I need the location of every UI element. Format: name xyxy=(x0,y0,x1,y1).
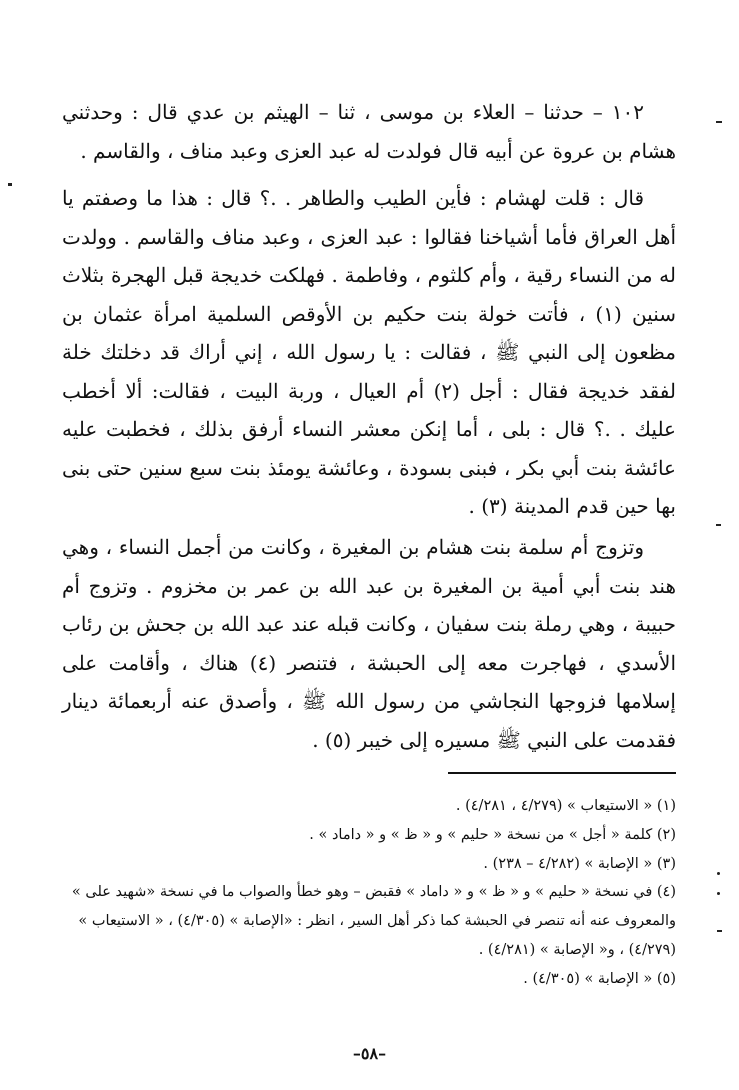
footnote-4: (٤) في نسخة « حليم » و « ظ » و « داماد » فقبض – وهو خطأ والصواب ما في نسخة «شهيد على » والمعروف عنه أنه تنصر في الحبشة كما ذكر أهل السير ، انظر : «الإصابة » (٤/٣٠٥) ، « الاستيعاب » (٤/٢٧٩) ، و« الإصابة » (٤/٢٨١) . xyxy=(71,884,676,958)
narration-paragraph: قال : قلت لهشام : فأين الطيب والطاهر . .؟ قال : هذا ما وصفتم يا أهل العراق فأما أشياخنا فقالوا : عبد العزى ، وعبد مناف والقاسم . وولدت له من النساء رقية ، وأم كلثوم ، وفاطمة . فهلكت خديجة قبل الهجرة بثلاث سنين (١) ، فأتت خولة بنت حكيم بن الأوقص السلمية امرأة عثمان بن مظعون إلى النبي ﷺ ، فقالت : يا رسول الله ، إني أراك قد دخلتك خلة لفقد خديجة فقال : أجل (٢) أم العيال ، وربة البيت ، فقالت: ألا أخطب عليك . .؟ قال : بلى ، أما إنكن معشر النساء أرفق بذلك ، فخطبت عليه عائشة بنت أبي بكر ، فبنى بسودة ، وعائشة يومئذ بنت سبع سنين حتى بنى بها حين قدم المدينة (٣) . xyxy=(62,186,676,518)
main-text-block-2 xyxy=(62,179,676,526)
scan-mark xyxy=(717,872,720,875)
footnotes-section xyxy=(62,792,676,994)
scan-mark xyxy=(716,121,722,123)
footnote-2: (٢) كلمة « أجل » من نسخة « حليم » و « ظ » و « داماد » . xyxy=(309,826,676,843)
marriage-paragraph: وتزوج أم سلمة بنت هشام بن المغيرة ، وكانت من أجمل النساء ، وهي هند بنت أبي أمية بن المغيرة بن عبد الله بن عمر بن مخزوم . وتزوج أم حبيبة ، وهي رملة بنت سفيان ، وكانت قبله عند عبد الله بن جحش بن رئاب الأسدي ، فهاجرت معه إلى الحبشة ، فتنصر (٤) هناك ، وأقامت على إسلامها فزوجها النجاشي من رسول الله ﷺ ، وأصدق عنه أربعمائة دينار فقدمت على النبي ﷺ مسيره إلى خيبر (٥) . xyxy=(62,535,676,752)
scan-mark xyxy=(716,524,721,526)
scan-mark xyxy=(717,892,720,895)
main-text-block-1 xyxy=(62,93,676,170)
scan-mark xyxy=(717,930,722,932)
footnote-5: (٥) « الإصابة » (٤/٣٠٥) . xyxy=(523,970,676,987)
page-number: –٥٨– xyxy=(352,1044,387,1063)
scan-mark xyxy=(8,183,12,186)
footnote-1: (١) « الاستيعاب » (٤/٢٧٩ ، ٤/٢٨١) . xyxy=(455,798,676,814)
main-text-block-3 xyxy=(62,528,676,759)
footnote-3: (٣) « الإصابة » (٤/٢٨٢ – ٢٣٨) . xyxy=(483,855,676,872)
hadith-paragraph: ١٠٢ – حدثنا – العلاء بن موسى ، ثنا – الهيثم بن عدي قال : وحدثني هشام بن عروة عن أبيه قال فولدت له عبد العزى وعبد مناف ، والقاسم . xyxy=(62,100,676,163)
footnote-separator xyxy=(448,772,676,774)
